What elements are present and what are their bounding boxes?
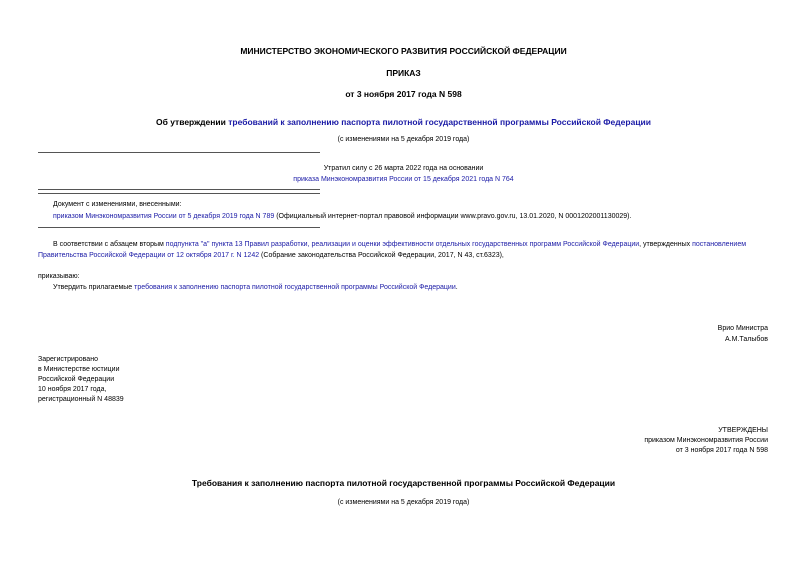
divider xyxy=(38,152,320,153)
preamble-text: , утвержденных xyxy=(639,241,693,248)
ministry-heading: МИНИСТЕРСТВО ЭКОНОМИЧЕСКОГО РАЗВИТИЯ РОССИЙСКОЙ ФЕДЕРАЦИИ xyxy=(240,46,567,56)
document-title xyxy=(0,117,807,127)
doc-date-number: от 3 ноября 2017 года N 598 xyxy=(345,89,462,99)
order-text: Утвердить прилагаемые xyxy=(53,284,135,291)
requirements-link[interactable]: требования к заполнению паспорта пилотной государственной программы Российской Федерации xyxy=(134,284,456,291)
requirements-note: (с изменениями на 5 декабря 2019 года) xyxy=(337,499,470,506)
status-line: Утратил силу с 26 марта 2022 года на основании xyxy=(323,165,484,172)
preamble-source: (Собрание законодательства Российской Федерации, 2017, N 43, ст.6323), xyxy=(259,252,504,259)
amending-order-link[interactable]: приказом Минэкономразвития России от 5 декабря 2019 года N 789 xyxy=(53,213,275,220)
approved-block xyxy=(644,426,768,456)
order-line xyxy=(53,283,458,293)
registration-line: регистрационный N 48839 xyxy=(38,396,124,403)
resolution-link[interactable]: постановлением xyxy=(692,241,747,248)
title-prefix: Об утверждении xyxy=(155,117,229,127)
changes-source: (Официальный интернет-портал правовой информации www.pravo.gov.ru, 13.01.2020, N 0001202001130029). xyxy=(274,213,632,220)
changes-line xyxy=(53,212,631,222)
registration-line: 10 ноября 2017 года, xyxy=(38,386,107,393)
revision-note: (с изменениями на 5 декабря 2019 года) xyxy=(337,136,470,143)
approved-line: от 3 ноября 2017 года N 598 xyxy=(675,447,768,454)
preamble-line-1 xyxy=(53,240,783,250)
approved-line: приказом Минэкономразвития России xyxy=(644,437,768,444)
status-link-line xyxy=(0,175,807,185)
title-link[interactable]: требований к заполнению паспорта пилотной государственной программы Российской Федерации xyxy=(228,117,651,127)
rules-link[interactable]: подпункта "а" пункта 13 Правил разработки, реализации и оценки эффективности отдельных государственных программ Российской Федерации xyxy=(165,241,640,248)
divider xyxy=(38,193,320,194)
registration-line: Российской Федерации xyxy=(38,376,115,383)
registration-block xyxy=(38,355,124,405)
preamble-text: В соответствии с абзацем вторым xyxy=(53,241,166,248)
order-end: . xyxy=(455,284,458,291)
approved-line: УТВЕРЖДЕНЫ xyxy=(718,427,768,434)
registration-line: Зарегистрировано xyxy=(38,356,98,363)
repeal-order-link[interactable]: приказа Минэкономразвития России от 15 декабря 2021 года N 764 xyxy=(293,176,514,183)
signer-position: Врио Министра xyxy=(717,325,768,332)
resolution-link-cont[interactable]: Правительства Российской Федерации от 12 октября 2017 г. N 1242 xyxy=(38,252,260,259)
order-word: приказываю: xyxy=(38,273,80,280)
divider xyxy=(38,227,320,228)
changes-intro: Документ с изменениями, внесенными: xyxy=(53,201,182,208)
preamble-line-2 xyxy=(38,251,504,261)
signer-name: А.М.Талыбов xyxy=(725,336,768,343)
doc-type: ПРИКАЗ xyxy=(386,68,421,78)
registration-line: в Министерстве юстиции xyxy=(38,366,120,373)
requirements-title: Требования к заполнению паспорта пилотной государственной программы Российской Федерации xyxy=(191,478,616,488)
divider xyxy=(38,189,320,190)
